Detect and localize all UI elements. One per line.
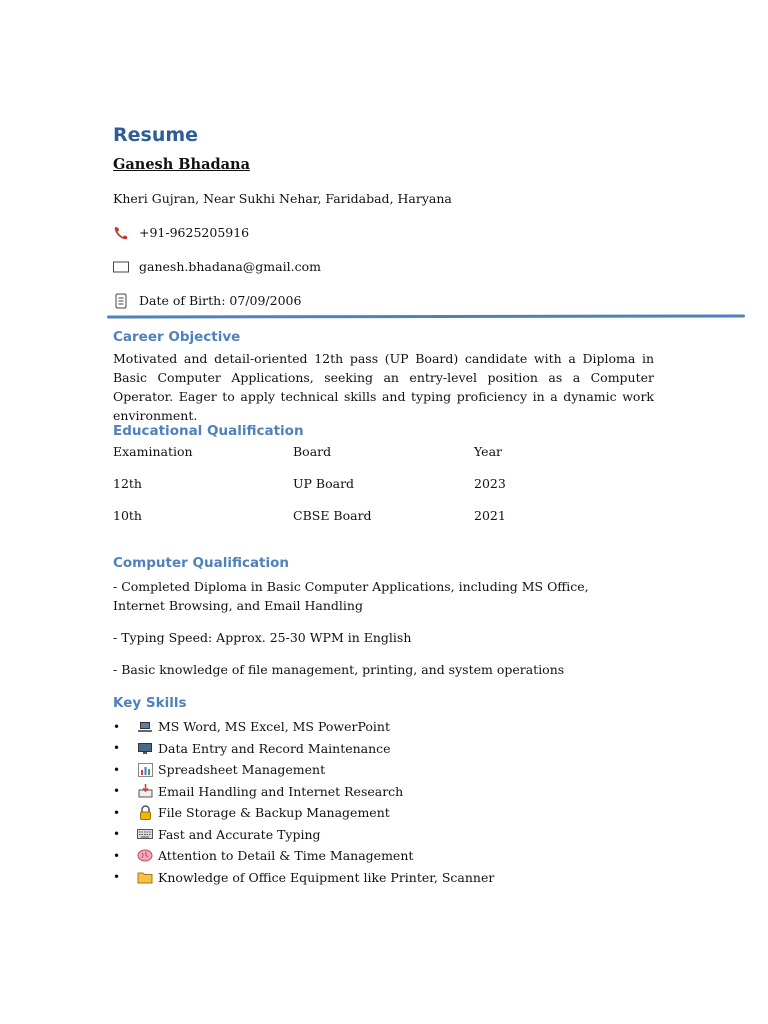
key-skills-heading: Key Skills — [113, 695, 187, 711]
list-item: - Basic knowledge of file management, printing, and system operations — [113, 662, 565, 677]
skill-label: Knowledge of Office Equipment like Printer, Scanner — [158, 869, 495, 885]
table-cell: CBSE Board — [293, 508, 372, 523]
skill-item — [113, 781, 494, 803]
bar-chart-icon — [137, 763, 153, 777]
scroll-icon — [113, 294, 129, 308]
email-text[interactable]: ganesh.bhadana@gmail.com — [139, 259, 321, 274]
phone-text[interactable]: +91-9625205916 — [139, 225, 250, 240]
column-header: Year — [474, 444, 502, 459]
career-objective-text: Motivated and detail-oriented 12th pass (UP Board) candidate with a Diploma in Basic Computer Applications, seeking an entry-level position as a Computer Operator. Eager to apply technical skills and typing proficiency in a dynamic work environment. — [113, 351, 654, 423]
dob-line — [113, 293, 301, 308]
education-heading: Educational Qualification — [113, 423, 304, 439]
table-cell: 12th — [113, 476, 142, 491]
computer-qualification-heading: Computer Qualification — [113, 555, 290, 571]
skill-item — [113, 824, 494, 846]
column-header: Board — [293, 444, 332, 459]
bullet: • — [113, 827, 121, 842]
lock-icon — [137, 806, 153, 820]
bullet: • — [113, 870, 121, 885]
inbox-tray-icon — [137, 784, 153, 798]
skill-label: Attention to Detail & Time Management — [158, 848, 414, 864]
skill-label: File Storage & Backup Management — [158, 805, 390, 821]
phone-line — [113, 225, 249, 240]
skill-item — [113, 716, 494, 738]
bullet: • — [113, 719, 121, 734]
bullet: • — [113, 784, 121, 799]
dob-text: Date of Birth: 07/09/2006 — [139, 293, 302, 308]
career-objective-heading: Career Objective — [113, 329, 241, 345]
desktop-icon — [137, 741, 153, 755]
skill-item — [113, 802, 494, 824]
skill-label: Spreadsheet Management — [158, 762, 326, 778]
key-skills-list — [113, 716, 494, 888]
envelope-icon — [113, 260, 129, 274]
folder-icon — [137, 870, 153, 884]
brain-icon — [137, 849, 153, 863]
list-item: - Completed Diploma in Basic Computer Applications, including MS Office, Internet Browsing, and Email Handling — [113, 579, 589, 613]
skill-item — [113, 738, 494, 760]
address-text: Kheri Gujran, Near Sukhi Nehar, Faridabad, Haryana — [113, 191, 452, 206]
bullet: • — [113, 805, 121, 820]
list-item: - Typing Speed: Approx. 25-30 WPM in English — [113, 630, 412, 645]
bullet: • — [113, 741, 121, 756]
address-line — [113, 191, 452, 206]
skill-label: Fast and Accurate Typing — [158, 826, 321, 842]
table-cell: UP Board — [293, 476, 355, 491]
phone-icon — [113, 226, 129, 240]
resume-title: Resume — [113, 124, 199, 146]
skill-item — [113, 867, 494, 889]
bullet: • — [113, 762, 121, 777]
skill-label: Email Handling and Internet Research — [158, 783, 404, 799]
laptop-icon — [137, 720, 153, 734]
candidate-name: Ganesh Bhadana — [113, 156, 250, 173]
section-divider — [107, 314, 745, 318]
table-cell: 2023 — [474, 476, 506, 491]
table-cell: 10th — [113, 508, 142, 523]
table-cell: 2021 — [474, 508, 506, 523]
email-line — [113, 259, 321, 274]
column-header: Examination — [113, 444, 193, 459]
keyboard-icon — [137, 827, 153, 841]
skill-label: Data Entry and Record Maintenance — [158, 740, 391, 756]
bullet: • — [113, 848, 121, 863]
skill-item — [113, 845, 494, 867]
skill-item — [113, 759, 494, 781]
skill-label: MS Word, MS Excel, MS PowerPoint — [158, 719, 390, 735]
